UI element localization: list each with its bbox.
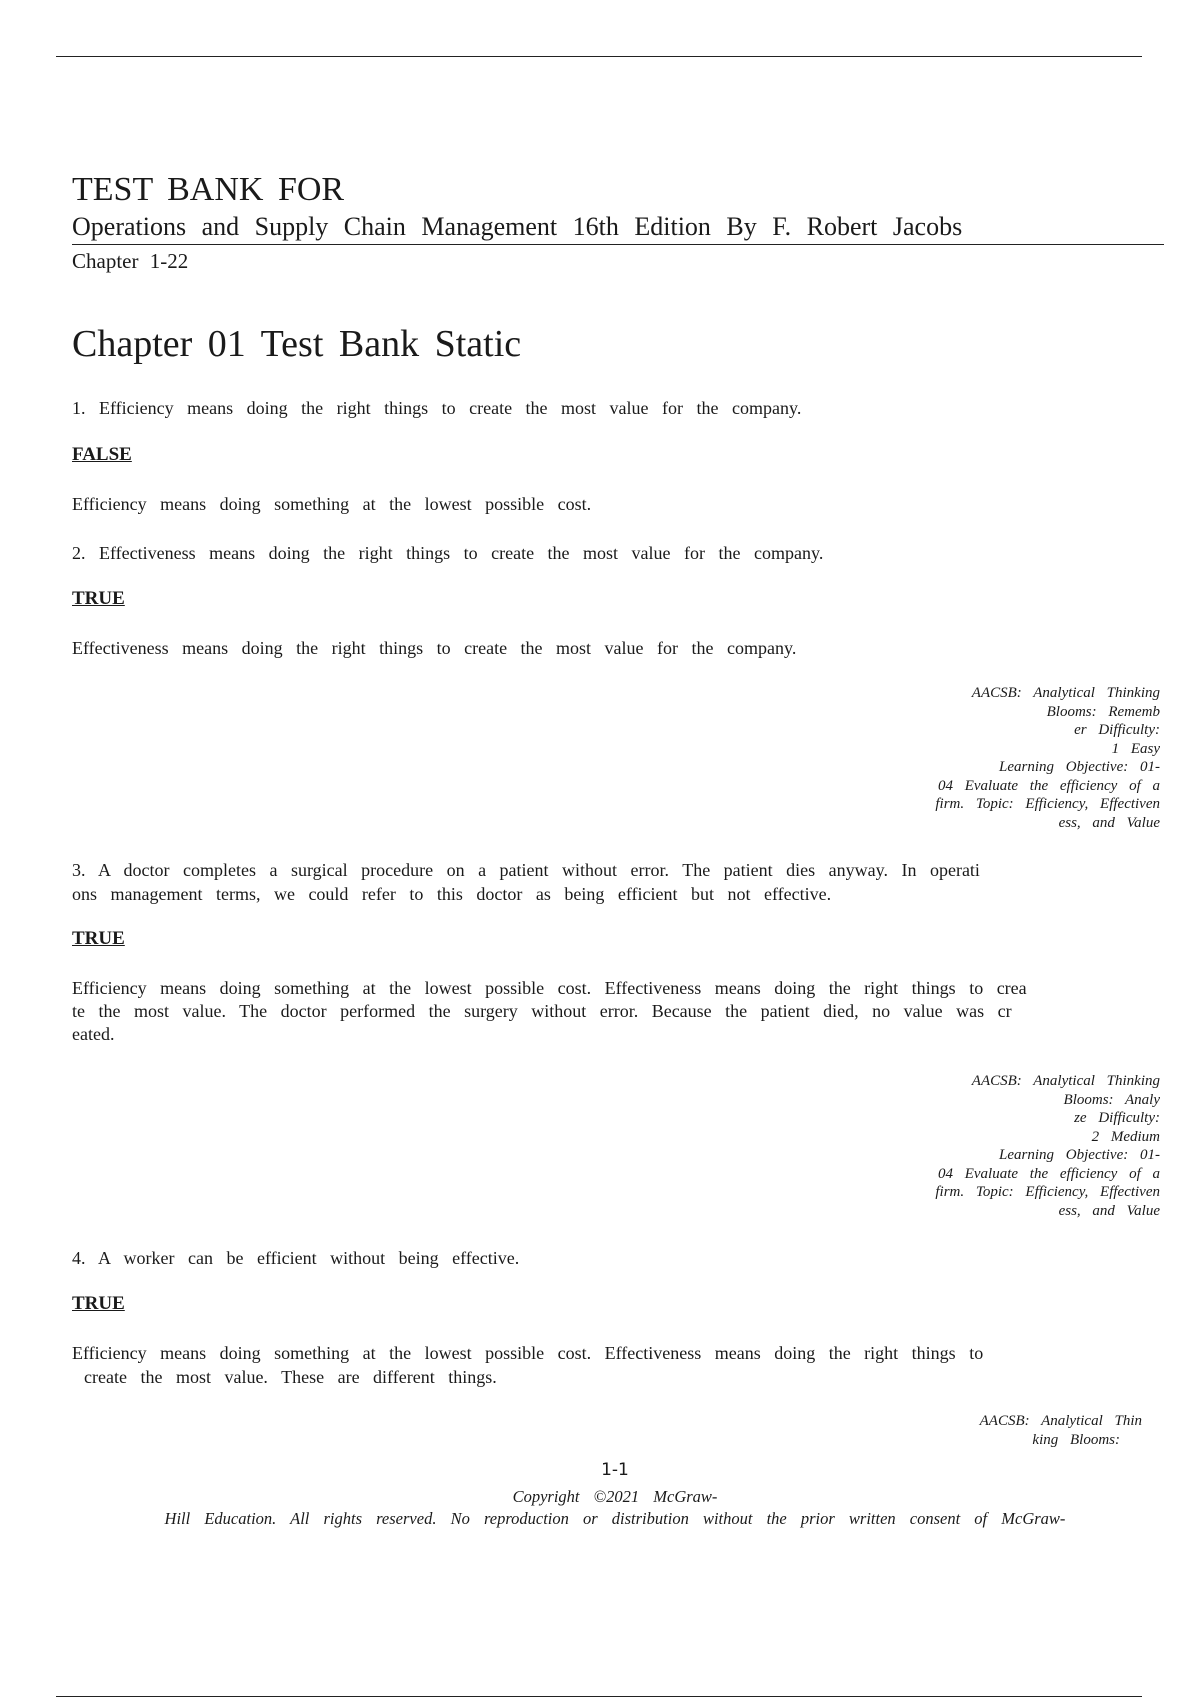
- metadata-line: firm. Topic: Efficiency, Effectiven: [935, 796, 1160, 812]
- metadata-line: Learning Objective: 01-: [999, 1147, 1160, 1163]
- metadata-line: AACSB: Analytical Thin: [979, 1413, 1142, 1429]
- chapter-title: Chapter 01 Test Bank Static: [72, 323, 522, 365]
- explanation-3-line: Efficiency means doing something at the lowest possible cost. Effectiveness means doing the right things to crea: [72, 978, 1027, 998]
- metadata-line: Learning Objective: 01-: [999, 759, 1160, 775]
- answer-4: TRUE: [72, 1293, 125, 1314]
- metadata-line: AACSB: Analytical Thinking: [971, 1073, 1160, 1089]
- metadata-line: ze Difficulty:: [1074, 1110, 1160, 1126]
- explanation-3-line: te the most value. The doctor performed the surgery without error. Because the patient died, no value was cr: [72, 1001, 1012, 1021]
- title-line-2: Operations and Supply Chain Management 16th Edition By F. Robert Jacobs: [72, 210, 1164, 245]
- metadata-line: 04 Evaluate the efficiency of a: [937, 1165, 1160, 1182]
- explanation-4-line: create the most value. These are different things.: [84, 1367, 497, 1387]
- metadata-line: king Blooms:: [1032, 1431, 1120, 1448]
- metadata-line: AACSB: Analytical Thinking: [971, 685, 1160, 701]
- question-1: 1. Efficiency means doing the right things to create the most value for the company.: [72, 398, 802, 418]
- copyright-line-2: Hill Education. All rights reserved. No reproduction or distribution without the prior written consent of McGraw-: [164, 1509, 1066, 1528]
- metadata-line: 04 Evaluate the efficiency of a: [937, 777, 1160, 794]
- answer-2: TRUE: [72, 588, 125, 609]
- question-3-line: ons management terms, we could refer to this doctor as being efficient but not effective.: [72, 884, 832, 904]
- question-2: 2. Effectiveness means doing the right things to create the most value for the company.: [72, 543, 824, 563]
- metadata-2: [935, 684, 1160, 832]
- metadata-3: [935, 1072, 1160, 1220]
- answer-3: TRUE: [72, 928, 125, 949]
- metadata-line: ess, and Value: [1058, 814, 1160, 831]
- metadata-line: ess, and Value: [1058, 1202, 1160, 1219]
- metadata-line: 2 Medium: [1091, 1128, 1160, 1145]
- bottom-rule: [56, 1696, 1142, 1697]
- metadata-line: Blooms: Analy: [1063, 1091, 1160, 1108]
- metadata-line: er Difficulty:: [1074, 722, 1160, 738]
- page-number: 1-1: [601, 1460, 629, 1480]
- question-3-line: 3. A doctor completes a surgical procedure on a patient without error. The patient dies anyway. In operati: [72, 860, 980, 880]
- metadata-line: firm. Topic: Efficiency, Effectiven: [935, 1184, 1160, 1200]
- explanation-2: Effectiveness means doing the right things to create the most value for the company.: [72, 638, 797, 658]
- metadata-line: 1 Easy: [1111, 740, 1160, 757]
- question-3: [72, 858, 1142, 906]
- title-block: [72, 170, 1164, 277]
- explanation-4-line: Efficiency means doing something at the lowest possible cost. Effectiveness means doing the right things to: [72, 1343, 984, 1363]
- top-rule: [56, 56, 1142, 57]
- explanation-3: [72, 977, 1142, 1046]
- metadata-4: [980, 1412, 1142, 1449]
- copyright-line-1: Copyright ©2021 McGraw-: [512, 1487, 718, 1506]
- title-line-3: Chapter 1-22: [72, 249, 189, 273]
- explanation-1: Efficiency means doing something at the lowest possible cost.: [72, 494, 592, 514]
- question-4: 4. A worker can be efficient without being effective.: [72, 1248, 520, 1268]
- explanation-4: [72, 1341, 1142, 1389]
- answer-1: FALSE: [72, 444, 132, 465]
- metadata-line: Blooms: Rememb: [1046, 703, 1160, 720]
- title-line-1: TEST BANK FOR: [72, 171, 345, 208]
- explanation-3-line: eated.: [72, 1024, 115, 1044]
